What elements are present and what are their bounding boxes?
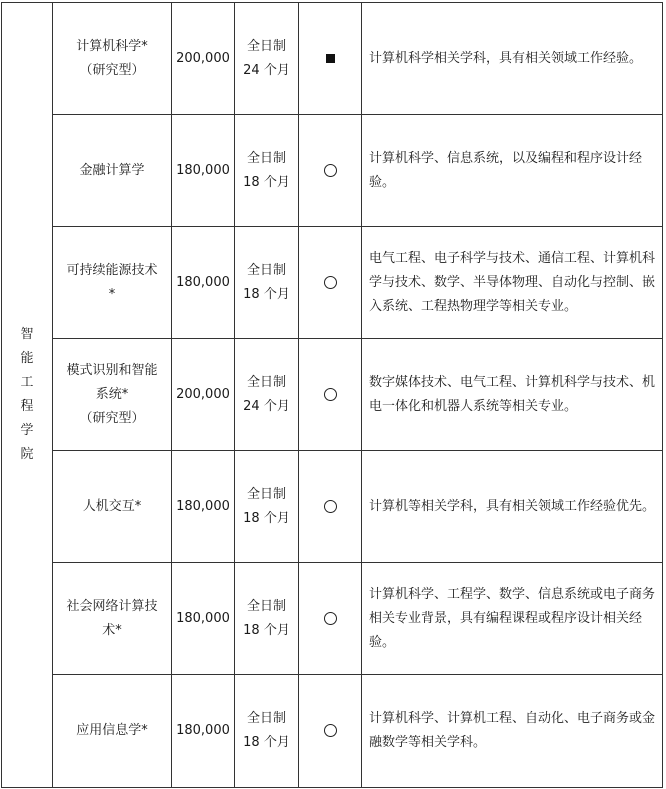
fee-cell: 180,000: [172, 675, 235, 788]
mode-line: 全日制: [246, 38, 286, 54]
empty-circle-icon: [324, 164, 337, 177]
mode-line: 18 个月: [243, 286, 290, 302]
program-name-cell: [53, 227, 172, 339]
table-row: [2, 227, 663, 339]
program-name-cell: [53, 115, 172, 227]
mark-cell: [299, 451, 362, 563]
mode-line: 24 个月: [243, 398, 290, 414]
mark-cell: [299, 115, 362, 227]
program-name-cell: [53, 451, 172, 563]
mode-line: 18 个月: [243, 510, 290, 526]
fee-cell: 200,000: [172, 3, 235, 115]
filled-square-icon: [326, 54, 335, 63]
mode-line: 18 个月: [243, 174, 290, 190]
mode-line: 18 个月: [243, 622, 290, 638]
mark-cell: [299, 227, 362, 339]
fee-cell: 180,000: [172, 227, 235, 339]
program-name-cell: [53, 563, 172, 675]
program-name-line: 计算机科学*: [76, 38, 148, 54]
empty-circle-icon: [324, 724, 337, 737]
mode-line: 18 个月: [243, 735, 290, 750]
mode-cell: [235, 563, 299, 675]
program-name-line: 系统*: [95, 386, 129, 402]
mode-cell: [235, 451, 299, 563]
mark-cell: [299, 3, 362, 115]
mode-cell: [235, 3, 299, 115]
table-row: [2, 3, 663, 115]
table-row: [2, 563, 663, 675]
mark-cell: [299, 563, 362, 675]
program-name-cell: [53, 3, 172, 115]
requirement-cell: 计算机科学、工程学、数学、信息系统或电子商务相关专业背景，具有编程课程或程序设计相关经验。: [362, 563, 663, 675]
mode-line: 全日制: [246, 711, 286, 726]
program-table: [1, 2, 663, 788]
program-name-line: 模式识别和智能: [66, 362, 158, 378]
requirement-cell: 数字媒体技术、电气工程、计算机科学与技术、机电一体化和机器人系统等相关专业。: [362, 339, 663, 451]
mode-line: 全日制: [246, 374, 286, 390]
program-name-cell: [53, 675, 172, 788]
program-name-line: （研究型）: [79, 62, 145, 78]
mode-cell: [235, 675, 299, 788]
table-row: [2, 115, 663, 227]
mark-cell: [299, 675, 362, 788]
requirement-cell: 计算机等相关学科，具有相关领域工作经验优先。: [362, 451, 663, 563]
school-name: 智能工程学院: [20, 327, 34, 462]
mode-line: 24 个月: [243, 62, 290, 78]
requirement-cell: 计算机科学、计算机工程、自动化、电子商务或金融数学等相关学科。: [362, 675, 663, 788]
program-name-line: 社会网络计算技: [66, 598, 158, 614]
empty-circle-icon: [324, 388, 337, 401]
program-name-line: *: [108, 286, 116, 302]
requirement-cell: 电气工程、电子科学与技术、通信工程、计算机科学与技术、数学、半导体物理、自动化与控制、嵌入系统、工程热物理学等相关专业。: [362, 227, 663, 339]
program-name-line: 应用信息学*: [76, 723, 148, 738]
school-cell: [2, 3, 53, 788]
empty-circle-icon: [324, 612, 337, 625]
mode-line: 全日制: [246, 150, 286, 166]
mode-line: 全日制: [246, 262, 286, 278]
program-name-line: 术*: [102, 622, 122, 638]
requirement-cell: 计算机科学、信息系统，以及编程和程序设计经验。: [362, 115, 663, 227]
requirement-cell: 计算机科学相关学科，具有相关领域工作经验。: [362, 3, 663, 115]
table-row: [2, 339, 663, 451]
mode-cell: [235, 227, 299, 339]
mode-cell: [235, 339, 299, 451]
program-name-line: （研究型）: [79, 410, 145, 426]
empty-circle-icon: [324, 276, 337, 289]
mode-line: 全日制: [246, 598, 286, 614]
mark-cell: [299, 339, 362, 451]
mode-cell: [235, 115, 299, 227]
fee-cell: 180,000: [172, 451, 235, 563]
fee-cell: 180,000: [172, 563, 235, 675]
empty-circle-icon: [324, 500, 337, 513]
fee-cell: 180,000: [172, 115, 235, 227]
mode-line: 全日制: [246, 486, 286, 502]
program-name-line: 人机交互*: [82, 498, 142, 514]
program-name-line: 金融计算学: [79, 162, 145, 178]
table-row: [2, 675, 663, 788]
fee-cell: 200,000: [172, 339, 235, 451]
program-name-line: 可持续能源技术: [66, 262, 158, 278]
program-name-cell: [53, 339, 172, 451]
table-row: [2, 451, 663, 563]
